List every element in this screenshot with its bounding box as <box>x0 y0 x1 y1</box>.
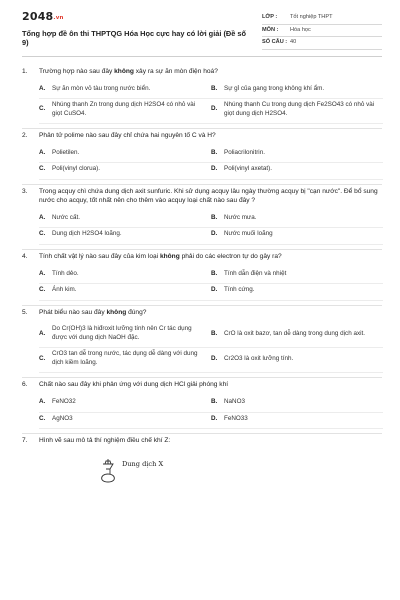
option-letter: C. <box>39 354 46 362</box>
question-number: 2. <box>22 132 28 140</box>
question-number: 7. <box>22 437 28 445</box>
option-a[interactable] <box>39 83 211 100</box>
question-number: 5. <box>22 308 28 316</box>
document-header <box>22 10 382 57</box>
meta-row-subject <box>262 25 382 38</box>
option-d[interactable] <box>211 163 383 180</box>
question-stem <box>22 434 382 452</box>
option-letter: C. <box>39 414 46 422</box>
option-letter: B. <box>211 148 218 156</box>
option-text: CrO3 tan dễ trong nước, tác dụng dễ dàng với dung dịch kiềm loãng. <box>52 350 198 366</box>
option-text: Tính cứng. <box>224 286 255 294</box>
option-letter: C. <box>39 286 46 294</box>
option-text: Tính dẻo. <box>52 269 79 277</box>
experiment-figure <box>92 456 382 486</box>
option-text: Tính dẫn điện và nhiệt <box>224 269 287 277</box>
question-6 <box>22 378 382 429</box>
option-d[interactable] <box>211 348 383 373</box>
text-emphasis: không <box>114 67 134 75</box>
option-letter: A. <box>39 148 46 156</box>
option-letter: D. <box>211 165 218 173</box>
logo-main: 2048 <box>22 10 54 23</box>
text-part: đúng? <box>126 308 147 316</box>
question-3 <box>22 185 382 245</box>
options-grid <box>22 212 382 245</box>
option-text: CrO là oxit bazơ, tan dễ dàng trong dung dịch axit. <box>224 329 365 337</box>
meta-value: Tốt nghiệp THPT <box>290 14 333 20</box>
question-text <box>39 309 146 318</box>
option-letter: D. <box>211 105 218 113</box>
option-text: Poli(vinyl axetat). <box>224 165 272 173</box>
option-a[interactable] <box>39 396 211 413</box>
option-c[interactable] <box>39 228 211 245</box>
question-stem <box>22 185 382 212</box>
question-number: 6. <box>22 381 28 389</box>
question-2 <box>22 129 382 180</box>
option-letter: A. <box>39 329 46 337</box>
question-text: Hình vẽ sau mô tả thí nghiệm điều chế khí Z: <box>39 437 171 445</box>
options-grid <box>22 268 382 301</box>
option-letter: A. <box>39 269 46 277</box>
header-meta <box>262 10 382 50</box>
logo-suffix: .vn <box>53 15 64 21</box>
option-text: Sự ăn mòn vỏ tàu trong nước biển. <box>52 84 151 92</box>
text-emphasis: không <box>159 252 180 260</box>
meta-value: 40 <box>290 39 297 46</box>
meta-key: SỐ CÂU : <box>262 39 288 46</box>
option-b[interactable] <box>211 396 383 413</box>
option-text: Nước mưa. <box>224 213 257 221</box>
meta-key: LỚP : <box>262 14 278 20</box>
figure-label: Dung dịch X <box>122 460 164 469</box>
question-stem <box>22 129 382 147</box>
text-part: Tính chất vật lý nào sau đây của kim loại <box>39 252 160 260</box>
question-1 <box>22 65 382 124</box>
option-a[interactable] <box>39 147 211 164</box>
option-letter: D. <box>211 230 218 238</box>
question-stem <box>22 306 382 324</box>
option-a[interactable] <box>39 323 211 348</box>
option-a[interactable] <box>39 212 211 229</box>
options-grid <box>22 147 382 180</box>
option-text: Nước cất. <box>52 213 80 221</box>
meta-row-count <box>262 37 382 50</box>
meta-value: Hóa học <box>290 26 311 33</box>
option-text: Poliacrilonitrin. <box>224 148 265 156</box>
option-letter: A. <box>39 213 46 221</box>
option-letter: A. <box>39 84 46 92</box>
text-part: phải do các electron tự do gây ra? <box>179 252 282 260</box>
option-letter: D. <box>211 414 218 422</box>
option-c[interactable] <box>39 413 211 430</box>
option-text: Do Cr(OH)3 là hiđroxit lưỡng tính nên Cr tác dụng được với dung dịch NaOH đặc. <box>52 325 192 341</box>
option-b[interactable] <box>211 323 383 348</box>
site-logo[interactable] <box>22 10 247 25</box>
question-text: Phân tử polime nào sau đây chỉ chứa hai nguyên tố C và H? <box>39 132 216 140</box>
option-letter: B. <box>211 213 218 221</box>
options-grid <box>22 396 382 429</box>
question-4 <box>22 250 382 301</box>
question-text: Chất nào sau đây khi phản ứng với dung dịch HCl giải phóng khí <box>39 381 229 389</box>
option-letter: B. <box>211 329 218 337</box>
option-b[interactable] <box>211 268 383 285</box>
option-a[interactable] <box>39 268 211 285</box>
option-c[interactable] <box>39 163 211 180</box>
option-text: Nhúng thanh Cu trong dung dịch Fe2SO43 có nhỏ vài giọt dung dịch H2SO4. <box>224 101 375 117</box>
question-stem <box>22 250 382 268</box>
option-letter: C. <box>39 105 46 113</box>
option-text: Cr2O3 là oxit lưỡng tính. <box>224 354 294 362</box>
option-text: FeNO32 <box>52 398 76 406</box>
text-part: Trường hợp nào sau đây <box>39 67 115 75</box>
option-c[interactable] <box>39 348 211 373</box>
option-letter: C. <box>39 165 46 173</box>
funnel-flask-icon <box>96 458 120 484</box>
question-stem <box>22 65 382 83</box>
option-d[interactable] <box>211 228 383 245</box>
question-number: 4. <box>22 252 28 260</box>
document-title: Tổng hợp đề ôn thi THPTQG Hóa Học cực hay có lời giải (Đề số 9) <box>22 28 247 48</box>
text-part: xảy ra sự ăn mòn điện hoá? <box>133 67 218 75</box>
option-letter: A. <box>39 398 46 406</box>
option-d[interactable] <box>211 413 383 430</box>
option-c[interactable] <box>39 99 211 124</box>
question-5 <box>22 306 382 374</box>
option-text: AgNO3 <box>52 414 73 422</box>
option-letter: D. <box>211 354 218 362</box>
question-number: 3. <box>22 187 28 195</box>
option-letter: B. <box>211 398 218 406</box>
option-text: Nước muối loãng <box>224 230 273 238</box>
option-text: Poli(vinyl clorua). <box>52 165 100 173</box>
option-letter: B. <box>211 269 218 277</box>
question-number: 1. <box>22 67 28 75</box>
option-text: Dung dịch H2SO4 loãng. <box>52 230 122 238</box>
meta-key: MÔN : <box>262 26 279 33</box>
option-text: Ánh kim. <box>52 286 77 294</box>
option-letter: B. <box>211 84 218 92</box>
options-grid <box>22 323 382 373</box>
option-d[interactable] <box>211 284 383 301</box>
option-text: NaNO3 <box>224 398 245 406</box>
option-c[interactable] <box>39 284 211 301</box>
question-text <box>39 253 282 262</box>
option-text: FeNO33 <box>224 414 248 422</box>
option-b[interactable] <box>211 212 383 229</box>
option-text: Nhúng thanh Zn trong dung dịch H2SO4 có nhỏ vài giọt CuSO4. <box>52 101 196 117</box>
question-text <box>39 68 218 77</box>
option-text: Sự gỉ của gang trong không khí ẩm. <box>224 84 325 92</box>
option-letter: C. <box>39 230 46 238</box>
option-b[interactable] <box>211 83 383 100</box>
option-b[interactable] <box>211 147 383 164</box>
option-d[interactable] <box>211 99 383 124</box>
text-emphasis: không <box>106 308 127 316</box>
text-part: Phát biểu nào sau đây <box>39 308 107 316</box>
option-text: Polietilen. <box>52 148 80 156</box>
header-left <box>22 10 247 50</box>
question-7 <box>22 434 382 486</box>
question-stem <box>22 378 382 396</box>
options-grid <box>22 83 382 125</box>
meta-row-class <box>262 12 382 25</box>
question-text: Trong acquy chì chứa dung dịch axit sunfuric. Khi sử dụng acquy lâu ngày thường acquy bị "cạn nước". Để bổ sung nước cho acquy, tốt nhất nên cho thêm vào acquy loại chất nào sau đây ? <box>39 187 378 204</box>
option-letter: D. <box>211 286 218 294</box>
